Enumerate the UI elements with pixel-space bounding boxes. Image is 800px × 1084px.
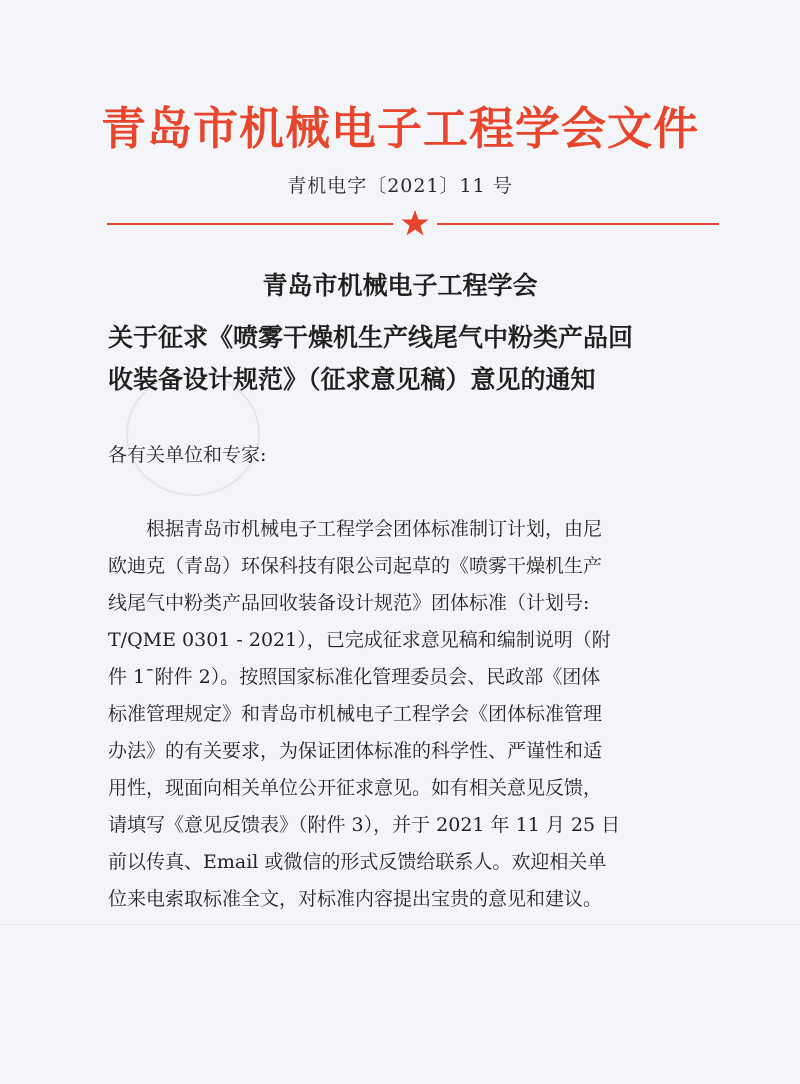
salutation: 各有关单位和专家: xyxy=(108,444,267,466)
document-number: 青机电字〔2021〕11 号 xyxy=(287,175,513,197)
body-line: 请填写《意见反馈表》（附件 3），并于 2021 年 11 月 25 日 xyxy=(108,814,621,836)
org-header-title: 青岛市机械电子工程学会文件 xyxy=(100,102,699,155)
body-line: T/QME 0301 - 2021），已完成征求意见稿和编制说明（附 xyxy=(108,629,611,651)
star-icon xyxy=(400,209,430,237)
body-line: 前以传真、Email 或微信的形式反馈给联系人。欢迎相关单 xyxy=(108,851,607,873)
body-line: 线尾气中粉类产品回收装备设计规范》团体标准（计划号: xyxy=(108,592,590,614)
header-divider-left xyxy=(107,223,393,225)
body-line: 根据青岛市机械电子工程学会团体标准制订计划，由尼 xyxy=(146,518,603,540)
body-line: 欧迪克（青岛）环保科技有限公司起草的《喷雾干燥机生产 xyxy=(108,555,603,577)
body-line: 位来电索取标准全文，对标准内容提出宝贵的意见和建议。 xyxy=(108,888,603,910)
body-line: 用性，现面向相关单位公开征求意见。如有相关意见反馈， xyxy=(108,777,603,799)
notice-title-line-1: 关于征求《喷雾干燥机生产线尾气中粉类产品回 xyxy=(108,323,634,352)
notice-title-line-2: 收装备设计规范》（征求意见稿）意见的通知 xyxy=(108,365,596,394)
page-fold-mark xyxy=(0,924,800,925)
body-line: 件 1¯附件 2）。按照国家标准化管理委员会、民政部《团体 xyxy=(108,666,601,688)
body-line: 办法》的有关要求，为保证团体标准的科学性、严谨性和适 xyxy=(108,740,603,762)
body-line: 标准管理规定》和青岛市机械电子工程学会《团体标准管理 xyxy=(108,703,603,725)
header-divider-right xyxy=(437,223,719,225)
notice-issuer: 青岛市机械电子工程学会 xyxy=(262,271,538,300)
